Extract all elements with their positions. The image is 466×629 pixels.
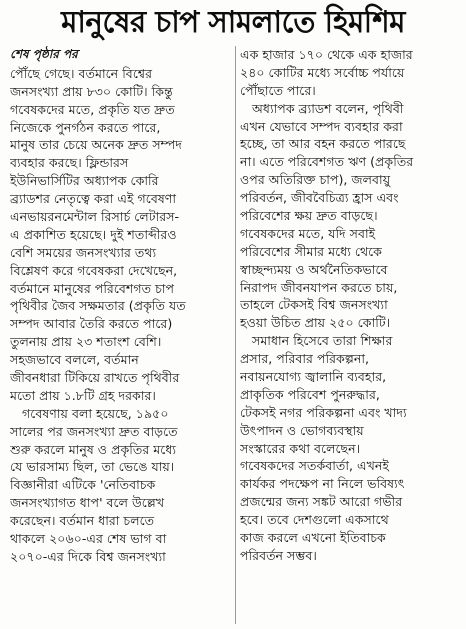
text-line: না। এতে পরিবেশগত ঋণ (প্রকৃতির xyxy=(240,154,414,170)
text-line: মানুষ তার চেয়ে অনেক দ্রুত সম্পদ xyxy=(10,137,182,153)
article-column-right xyxy=(240,46,458,565)
text-line: পরিবেশের সীমার মধ্যে থেকে xyxy=(240,243,382,259)
text-line: নিরাপদ জীবনযাপন করতে চায়, xyxy=(240,279,398,295)
text-line: অধ্যাপক ব্র্যাডশ বলেন, পৃথিবী xyxy=(252,100,404,116)
text-line: এনভায়রনমেন্টাল রিসার্চ লেটারস- xyxy=(10,209,180,225)
text-line: পৌঁছে গেছে। বর্তমানে বিশ্বের xyxy=(10,65,152,81)
text-line: সম্পদ আবার তৈরি করতে পারে) xyxy=(10,316,173,332)
text-line: প্রজন্মের জন্য সঙ্কট আরো গভীর xyxy=(240,494,403,510)
text-line: পৌঁছাতে পারে। xyxy=(240,82,316,98)
text-line: শুরু করলে মানুষ ও প্রকৃতির মধ্যে xyxy=(10,441,177,457)
text-line: এক হাজার ১৭০ থেকে এক হাজার xyxy=(240,47,413,62)
text-line: বিশ্লেষণ করে গবেষকরা দেখেছেন, xyxy=(10,262,178,278)
text-line: ওপর অতিরিক্ত চাপ), জলবায়ু xyxy=(240,172,391,188)
text-line: টেকসই নগর পরিকল্পনা এবং খাদ্য xyxy=(240,404,407,420)
text-line: সমাধান হিসেবে তারা শিক্ষার xyxy=(252,333,393,349)
text-line: কাজ করলে এখনো ইতিবাচক xyxy=(240,530,386,546)
text-line: নিজেকে পুনর্গঠন করতে পারে, xyxy=(10,119,161,135)
column-divider xyxy=(235,46,236,624)
text-line: হবে। তবে দেশগুলো একসাথে xyxy=(240,512,389,528)
text-line: স্বাচ্ছন্দ্যময় ও অর্থনৈতিকভাবে xyxy=(240,261,388,277)
text-line: ইউনিভার্সিটির অধ্যাপক কোরি xyxy=(10,173,159,189)
text-line: পৃথিবীর জৈব সক্ষমতার (প্রকৃতি যত xyxy=(10,298,186,314)
text-line: এ প্রকাশিত হয়েছে। দুই শতাব্দীরও xyxy=(10,226,177,242)
text-line: বিজ্ঞানীরা এটিকে 'নেতিবাচক xyxy=(10,477,156,493)
text-line: ২০৭০-এর দিকে বিশ্ব জনসংখ্যা xyxy=(10,548,166,564)
text-line: গবেষকদের সতর্কবার্তা, এখনই xyxy=(240,458,389,474)
text-line: জনসংখ্যাগত ধাপ' বলে উল্লেখ xyxy=(10,495,165,511)
text-line: সালের পর জনসংখ্যা দ্রুত বাড়তে xyxy=(10,423,178,439)
headline: মানুষের চাপ সামলাতে হিমশিম xyxy=(61,5,405,40)
article-column-left xyxy=(10,46,232,566)
left-column-text xyxy=(10,65,232,566)
text-line: গবেষকদের মতে, যদি সবাই xyxy=(240,225,376,241)
text-line: উৎপাদন ও ভোগব্যবস্থায় xyxy=(240,422,364,438)
text-line: প্রাকৃতিক পরিবেশ পুনরুদ্ধার, xyxy=(240,386,380,402)
text-line: পরিবর্তন, জীববৈচিত্র্য হ্রাস এবং xyxy=(240,190,399,206)
continued-label: শেষ পৃষ্ঠার পর xyxy=(10,47,78,61)
text-line: পরিবেশের ক্ষয় দ্রুত বাড়ছে। xyxy=(240,208,378,224)
text-line: হচ্ছে, তা আর বহন করতে পারছে xyxy=(240,136,406,152)
text-line: গবেষকদের মতে, প্রকৃতি যত দ্রুত xyxy=(10,101,175,117)
text-line: ব্যবহার করছে। ফ্লিন্ডারস xyxy=(10,155,129,171)
text-line: হওয়া উচিত প্রায় ২৫০ কোটি। xyxy=(240,315,391,331)
text-line: কার্যকর পদক্ষেপ না নিলে ভবিষ্যৎ xyxy=(240,476,405,492)
text-line: সংস্কারের কথা বলেছেন। xyxy=(240,440,361,456)
text-line: গবেষণায় বলা হয়েছে, ১৯৫০ xyxy=(22,405,169,421)
text-line: এখন যেভাবে সম্পদ ব্যবহার করা xyxy=(240,118,403,134)
right-column-text xyxy=(240,46,458,565)
text-line: বেশি সময়ের জনসংখ্যার তথ্য xyxy=(10,244,157,260)
text-line: ব্র্যাডশর নেতৃত্বে করা এই গবেষণা xyxy=(10,191,177,207)
text-line: নবায়নযোগ্য জ্বালানি ব্যবহার, xyxy=(240,369,387,385)
text-line: বর্তমানে মানুষের পরিবেশগত চাপ xyxy=(10,280,175,296)
text-line: করেছেন। বর্তমান ধারা চলতে xyxy=(10,513,155,529)
text-line: তাহলে টেকসই বিশ্ব জনসংখ্যা xyxy=(240,297,388,313)
text-line: ২৪০ কোটির মধ্যে সর্বোচ্চ পর্যায়ে xyxy=(240,64,405,80)
text-line: জনসংখ্যা প্রায় ৮৩০ কোটি। কিন্তু xyxy=(10,83,173,99)
text-line: পরিবর্তন সম্ভব। xyxy=(240,547,317,563)
text-line: প্রসার, পরিবার পরিকল্পনা, xyxy=(240,351,370,367)
text-line: সহজভাবে বললে, বর্তমান xyxy=(10,352,139,368)
text-line: জীবনধারা টিকিয়ে রাখতে পৃথিবীর xyxy=(10,370,180,386)
text-line: থাকলে ২০৬০-এর শেষ ভাগ বা xyxy=(10,531,167,547)
text-line: তুলনায় প্রায় ২৩ শতাংশ বেশি। xyxy=(10,334,162,350)
text-line: যে ভারসাম্য ছিল, তা ভেঙে যায়। xyxy=(10,459,175,475)
text-line: মতো প্রায় ১.৮টি গ্রহ দরকার। xyxy=(10,387,156,403)
